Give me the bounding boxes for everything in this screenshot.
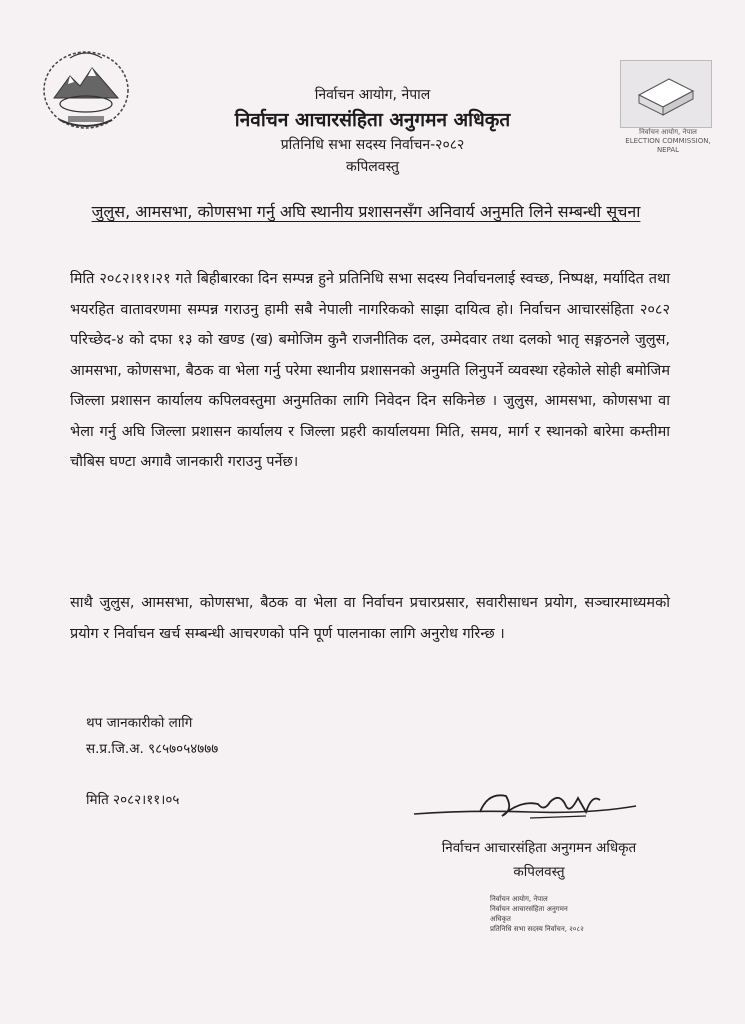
- issue-date: मिति २०८२।११।०५: [86, 792, 180, 808]
- official-stamp: [490, 894, 590, 934]
- signature-icon: [410, 782, 640, 828]
- signatory-block: [416, 836, 662, 884]
- contact-label: थप जानकारीको लागि: [86, 715, 193, 731]
- contact-block: [86, 710, 218, 762]
- ec-caption-np: निर्वाचन आयोग, नेपाल: [639, 128, 697, 136]
- stamp-line-3: प्रतिनिधि सभा सदस्य निर्वाचन, २०८२: [490, 925, 584, 933]
- office-title: निर्वाचन आचारसंहिता अनुगमन अधिकृत: [234, 109, 511, 131]
- contact-phone: स.प्र.जि.अ. ९८५७०५४७७७: [86, 741, 219, 757]
- org-line: निर्वाचन आयोग, नेपाल: [314, 87, 431, 103]
- district-line: कपिलवस्तु: [345, 159, 400, 175]
- ec-caption-en: ELECTION COMMISSION, NEPAL: [625, 137, 711, 154]
- nepal-emblem-icon: [40, 46, 132, 132]
- body-paragraph-2: साथै जुलुस, आमसभा, कोणसभा, बैठक वा भेला वा निर्वाचन प्रचारप्रसार, सवारीसाधन प्रयोग, सञ्चारमाध्यमको प्रयोग र निर्वाचन खर्च सम्बन्धी आचरणको पनि पूर्ण पालनाका लागि अनुरोध गरिन्छ ।: [70, 595, 670, 642]
- stamp-line-1: निर्वाचन आयोग, नेपाल: [490, 895, 548, 903]
- letterhead: [180, 84, 565, 178]
- body-paragraph-1: मिति २०८२।११।२१ गते बिहीबारका दिन सम्पन्न हुने प्रतिनिधि सभा सदस्य निर्वाचनलाई स्वच्छ, निष्पक्ष, मर्यादित तथा भयरहित वातावरणमा सम्पन्न गराउनु हामी सबै नेपाली नागरिकको साझा दायित्व हो। निर्वाचन आचारसंहिता २०८२ परिच्छेद-४ को दफा १३ को खण्ड (ख) बमोजिम कुनै राजनीतिक दल, उम्मेदवार तथा दलको भातृ सङ्गठनले जुलुस, आमसभा, कोणसभा, बैठक वा भेला गर्नु परेमा स्थानीय प्रशासनको अनुमति लिनुपर्ने व्यवस्था रहेकोले सोही बमोजिम जिल्ला प्रशासन कार्यालय कपिलवस्तुमा अनुमतिका लागि निवेदन दिन सकिनेछ । जुलुस, आमसभा, कोणसभा वा भेला गर्नु अघि जिल्ला प्रशासन कार्यालय र जिल्ला प्रहरी कार्यालयमा मिति, समय, मार्ग र स्थानको बारेमा कम्तीमा चौबिस घण्टा अगावै जानकारी गराउनु पर्नेछ।: [70, 271, 670, 470]
- ballot-box-icon: [620, 60, 712, 128]
- stamp-line-2: निर्वाचन आचारसंहिता अनुगमन अधिकृत: [490, 905, 568, 923]
- signatory-title: निर्वाचन आचारसंहिता अनुगमन अधिकृत: [441, 840, 637, 856]
- signatory-district: कपिलवस्तु: [513, 864, 565, 880]
- election-commission-logo: [620, 60, 716, 152]
- notice-subject: जुलुस, आमसभा, कोणसभा गर्नु अघि स्थानीय प्रशासनसँग अनिवार्य अनुमति लिने सम्बन्धी सूचना: [91, 202, 641, 221]
- election-line: प्रतिनिधि सभा सदस्य निर्वाचन-२०८२: [280, 137, 465, 153]
